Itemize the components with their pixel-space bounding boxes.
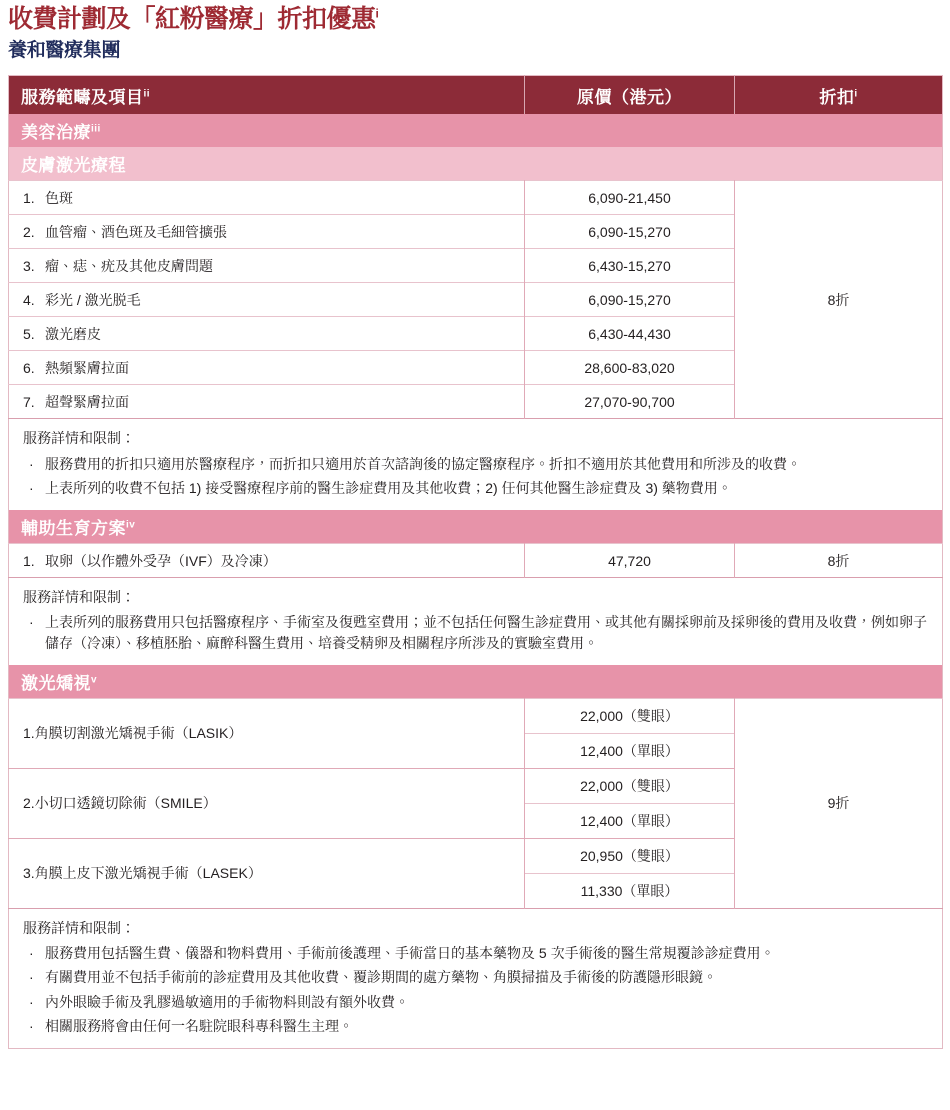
price-cell-both-eyes: 20,950（雙眼） bbox=[525, 838, 735, 873]
note-text: 有關費用並不包括手術前的診症費用及其他收費、覆診期間的處方藥物、角膜掃描及手術後的防護隱形眼鏡。 bbox=[45, 969, 717, 986]
service-name-cell bbox=[9, 249, 525, 283]
price-cell: 47,720 bbox=[525, 544, 735, 578]
section-band-fertility bbox=[9, 510, 943, 544]
bullet-icon: · bbox=[29, 1017, 34, 1034]
service-name-cell bbox=[9, 838, 525, 908]
service-name: 色斑 bbox=[45, 189, 73, 206]
pricing-document-page bbox=[0, 6, 950, 1110]
service-name: 激光磨皮 bbox=[45, 325, 101, 342]
note-text: 服務費用的折扣只適用於醫療程序，而折扣只適用於首次諮詢後的協定醫療程序。折扣不適用於其他費用和所涉及的收費。 bbox=[45, 455, 801, 472]
service-name-cell bbox=[9, 317, 525, 351]
column-header-discount: 折扣$^i$ bbox=[735, 76, 943, 115]
row-number: 3. bbox=[23, 865, 35, 882]
discount-cell-fertility: 8折 bbox=[735, 544, 943, 578]
note-item bbox=[23, 943, 928, 963]
price-cell-single-eye: 11,330（單眼） bbox=[525, 873, 735, 908]
page-title-text: 收費計劃及「紅粉醫療」折扣優惠 bbox=[8, 5, 376, 33]
notes-block-laser-vision bbox=[9, 908, 943, 1048]
price-cell: 6,090-21,450 bbox=[525, 181, 735, 215]
service-name: 熱頻緊膚拉面 bbox=[45, 359, 129, 376]
note-item bbox=[23, 478, 928, 498]
column-header-price: 原價（港元） bbox=[525, 76, 735, 115]
bullet-icon: · bbox=[29, 479, 34, 496]
subsection-band-skin-laser-label: 皮膚激光療程 bbox=[9, 147, 943, 181]
row-number: 5. bbox=[23, 325, 35, 342]
price-cell: 6,090-15,270 bbox=[525, 283, 735, 317]
bullet-icon: · bbox=[29, 969, 34, 986]
column-header-service-superscript: ii bbox=[143, 88, 151, 100]
row-number: 7. bbox=[23, 393, 35, 410]
bullet-icon: · bbox=[29, 945, 34, 962]
section-band-cosmetic-label: 美容治療$^{iii}$ bbox=[9, 114, 943, 147]
price-cell-both-eyes: 22,000（雙眼） bbox=[525, 698, 735, 733]
bullet-icon: · bbox=[29, 614, 34, 631]
table-row bbox=[9, 181, 943, 215]
note-item bbox=[23, 967, 928, 987]
note-text: 上表所列的收費不包括 1) 接受醫療程序前的醫生診症費用及其他收費；2) 任何其他醫生診症費及 3) 藥物費用。 bbox=[45, 479, 732, 496]
notes-title: 服務詳情和限制： bbox=[23, 430, 135, 447]
notes-title: 服務詳情和限制： bbox=[23, 919, 135, 936]
section-band-laser-vision-superscript: v bbox=[91, 674, 98, 686]
bullet-icon: · bbox=[29, 455, 34, 472]
section-band-fertility-label: 輔助生育方案$^{iv}$ bbox=[9, 510, 943, 544]
section-band-fertility-superscript: iv bbox=[126, 519, 136, 531]
section-band-cosmetic-superscript: iii bbox=[91, 123, 101, 135]
bullet-icon: · bbox=[29, 993, 34, 1010]
note-text: 相關服務將會由任何一名駐院眼科專科醫生主理。 bbox=[45, 1017, 353, 1034]
section-band-laser-vision-label: 激光矯視$^v$ bbox=[9, 665, 943, 699]
column-header-discount-superscript: i bbox=[854, 88, 858, 100]
notes-title: 服務詳情和限制： bbox=[23, 589, 135, 606]
service-name-cell bbox=[9, 215, 525, 249]
service-name: 超聲緊膚拉面 bbox=[45, 393, 129, 410]
price-cell: 6,090-15,270 bbox=[525, 215, 735, 249]
note-item bbox=[23, 1016, 928, 1036]
service-name-cell bbox=[9, 283, 525, 317]
service-name: 彩光 / 激光脱毛 bbox=[45, 291, 141, 308]
table-row bbox=[9, 544, 943, 578]
service-name: 角膜上皮下激光矯視手術（LASEK） bbox=[34, 865, 262, 882]
note-item bbox=[23, 992, 928, 1012]
note-item bbox=[23, 612, 928, 653]
page-title bbox=[8, 6, 942, 34]
row-number: 1. bbox=[23, 552, 35, 569]
service-name-cell bbox=[9, 385, 525, 419]
price-cell: 27,070-90,700 bbox=[525, 385, 735, 419]
notes-block-cosmetic bbox=[9, 419, 943, 510]
table-row bbox=[9, 698, 943, 733]
service-name-cell bbox=[9, 768, 525, 838]
price-cell-single-eye: 12,400（單眼） bbox=[525, 733, 735, 768]
note-text: 上表所列的服務費用只包括醫療程序、手術室及復甦室費用；並不包括任何醫生診症費用、或其他有關採卵前及採卵後的費用及收費，例如卵子儲存（冷凍）、移植胚胎、麻醉科醫生費用、培養受精卵及相關程序所涉及的實驗室費用。 bbox=[45, 614, 927, 651]
row-number: 2. bbox=[23, 795, 35, 812]
row-number: 2. bbox=[23, 223, 35, 240]
pricing-table bbox=[8, 75, 943, 1049]
price-cell: 28,600-83,020 bbox=[525, 351, 735, 385]
section-band-cosmetic bbox=[9, 114, 943, 147]
price-cell: 6,430-15,270 bbox=[525, 249, 735, 283]
row-number: 6. bbox=[23, 359, 35, 376]
note-item bbox=[23, 454, 928, 474]
service-name-cell bbox=[9, 351, 525, 385]
service-name-cell bbox=[9, 181, 525, 215]
service-name: 取卵（以作體外受孕（IVF）及冷凍） bbox=[45, 552, 277, 569]
row-number: 4. bbox=[23, 291, 35, 308]
service-name-cell bbox=[9, 698, 525, 768]
row-number: 1. bbox=[23, 725, 35, 742]
table-header-row bbox=[9, 76, 943, 115]
price-cell: 6,430-44,430 bbox=[525, 317, 735, 351]
service-name: 血管瘤、酒色斑及毛細管擴張 bbox=[45, 223, 227, 240]
price-cell-both-eyes: 22,000（雙眼） bbox=[525, 768, 735, 803]
service-name: 角膜切割激光矯視手術（LASIK） bbox=[34, 725, 243, 742]
discount-cell-cosmetic: 8折 bbox=[735, 181, 943, 419]
row-number: 1. bbox=[23, 189, 35, 206]
price-cell-single-eye: 12,400（單眼） bbox=[525, 803, 735, 838]
service-name: 小切口透鏡切除術（SMILE） bbox=[34, 795, 217, 812]
note-text: 服務費用包括醫生費、儀器和物料費用、手術前後護理、手術當日的基本藥物及 5 次手術後的醫生常規覆診診症費用。 bbox=[45, 945, 775, 962]
discount-cell-laser-vision: 9折 bbox=[735, 698, 943, 908]
service-name-cell bbox=[9, 544, 525, 578]
notes-block-fertility bbox=[9, 578, 943, 665]
subsection-band-skin-laser bbox=[9, 147, 943, 181]
row-number: 3. bbox=[23, 257, 35, 274]
note-text: 內外眼瞼手術及乳膠過敏適用的手術物料則設有額外收費。 bbox=[45, 993, 409, 1010]
column-header-service: 服務範疇及項目$^{ii}$ bbox=[9, 76, 525, 115]
page-subtitle: 養和醫療集團 bbox=[8, 39, 121, 61]
section-band-laser-vision bbox=[9, 665, 943, 699]
service-name: 瘤、痣、疣及其他皮膚問題 bbox=[45, 257, 213, 274]
page-title-superscript: i bbox=[375, 6, 379, 21]
